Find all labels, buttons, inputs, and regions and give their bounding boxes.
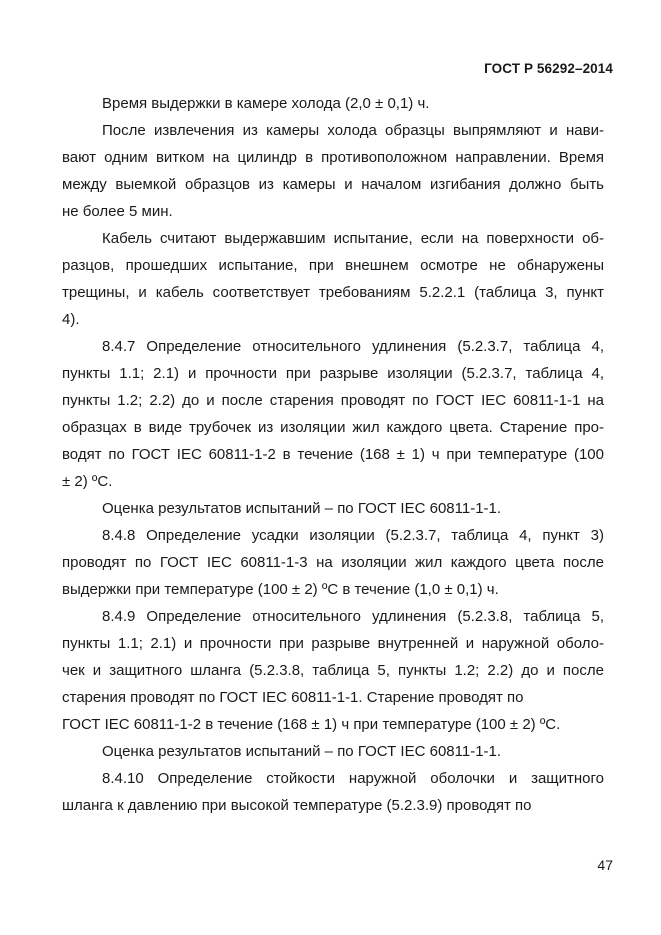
text-line: Оценка результатов испытаний – по ГОСТ IEC 60811-1-1. xyxy=(102,500,502,517)
text-line: не более 5 мин. xyxy=(62,203,173,220)
text-line: пункты 1.2; 2.2) до и после старения проводят по ГОСТ IEC 60811-1-1 на xyxy=(62,392,604,409)
text-line: образцах в виде трубочек из изоляции жил каждого цвета. Старение про- xyxy=(62,419,604,436)
text-line: 4). xyxy=(62,311,80,328)
text-line: выдержки при температуре (100 ± 2) ºС в течение (1,0 ± 0,1) ч. xyxy=(62,581,499,598)
text-line: проводят по ГОСТ IEC 60811-1-3 на изоляции жил каждого цвета после xyxy=(62,554,604,571)
page-number: 47 xyxy=(597,857,613,873)
text-line: трещины, и кабель соответствует требованиям 5.2.2.1 (таблица 3, пункт xyxy=(62,284,604,301)
text-line: вают одним витком на цилиндр в противоположном направлении. Время xyxy=(62,149,604,166)
text-line: водят по ГОСТ IEC 60811-1-2 в течение (168 ± 1) ч при температуре (100 xyxy=(62,446,604,463)
text-line: ± 2) ºС. xyxy=(62,473,113,490)
text-line: пункты 1.1; 2.1) и прочности при разрыве внутренней и наружной оболо- xyxy=(62,635,604,652)
body-text xyxy=(62,90,604,819)
standard-header: ГОСТ Р 56292–2014 xyxy=(484,61,613,76)
text-line: шланга к давлению при высокой температуре (5.2.3.9) проводят по xyxy=(62,797,532,814)
text-line: пункты 1.1; 2.1) и прочности при разрыве изоляции (5.2.3.7, таблица 4, xyxy=(62,365,604,382)
text-line: 8.4.9 Определение относительного удлинения (5.2.3.8, таблица 5, xyxy=(102,608,604,625)
text-line: чек и защитного шланга (5.2.3.8, таблица 5, пункты 1.2; 2.2) до и после xyxy=(62,662,604,679)
text-line: Кабель считают выдержавшим испытание, если на поверхности об- xyxy=(102,230,604,247)
text-line: разцов, прошедших испытание, при внешнем осмотре не обнаружены xyxy=(62,257,604,274)
text-line: старения проводят по ГОСТ IEC 60811-1-1. Старение проводят по xyxy=(62,689,524,706)
text-line: Оценка результатов испытаний – по ГОСТ IEC 60811-1-1. xyxy=(102,743,502,760)
text-line: После извлечения из камеры холода образцы выпрямляют и нави- xyxy=(102,122,604,139)
text-line: 8.4.7 Определение относительного удлинения (5.2.3.7, таблица 4, xyxy=(102,338,604,355)
text-line: Время выдержки в камере холода (2,0 ± 0,1) ч. xyxy=(102,95,430,112)
text-line: ГОСТ IEC 60811-1-2 в течение (168 ± 1) ч при температуре (100 ± 2) ºС. xyxy=(62,716,561,733)
text-line: 8.4.8 Определение усадки изоляции (5.2.3.7, таблица 4, пункт 3) xyxy=(102,527,604,544)
text-line: 8.4.10 Определение стойкости наружной оболочки и защитного xyxy=(102,770,604,787)
text-line: между выемкой образцов из камеры и началом изгибания должно быть xyxy=(62,176,604,193)
